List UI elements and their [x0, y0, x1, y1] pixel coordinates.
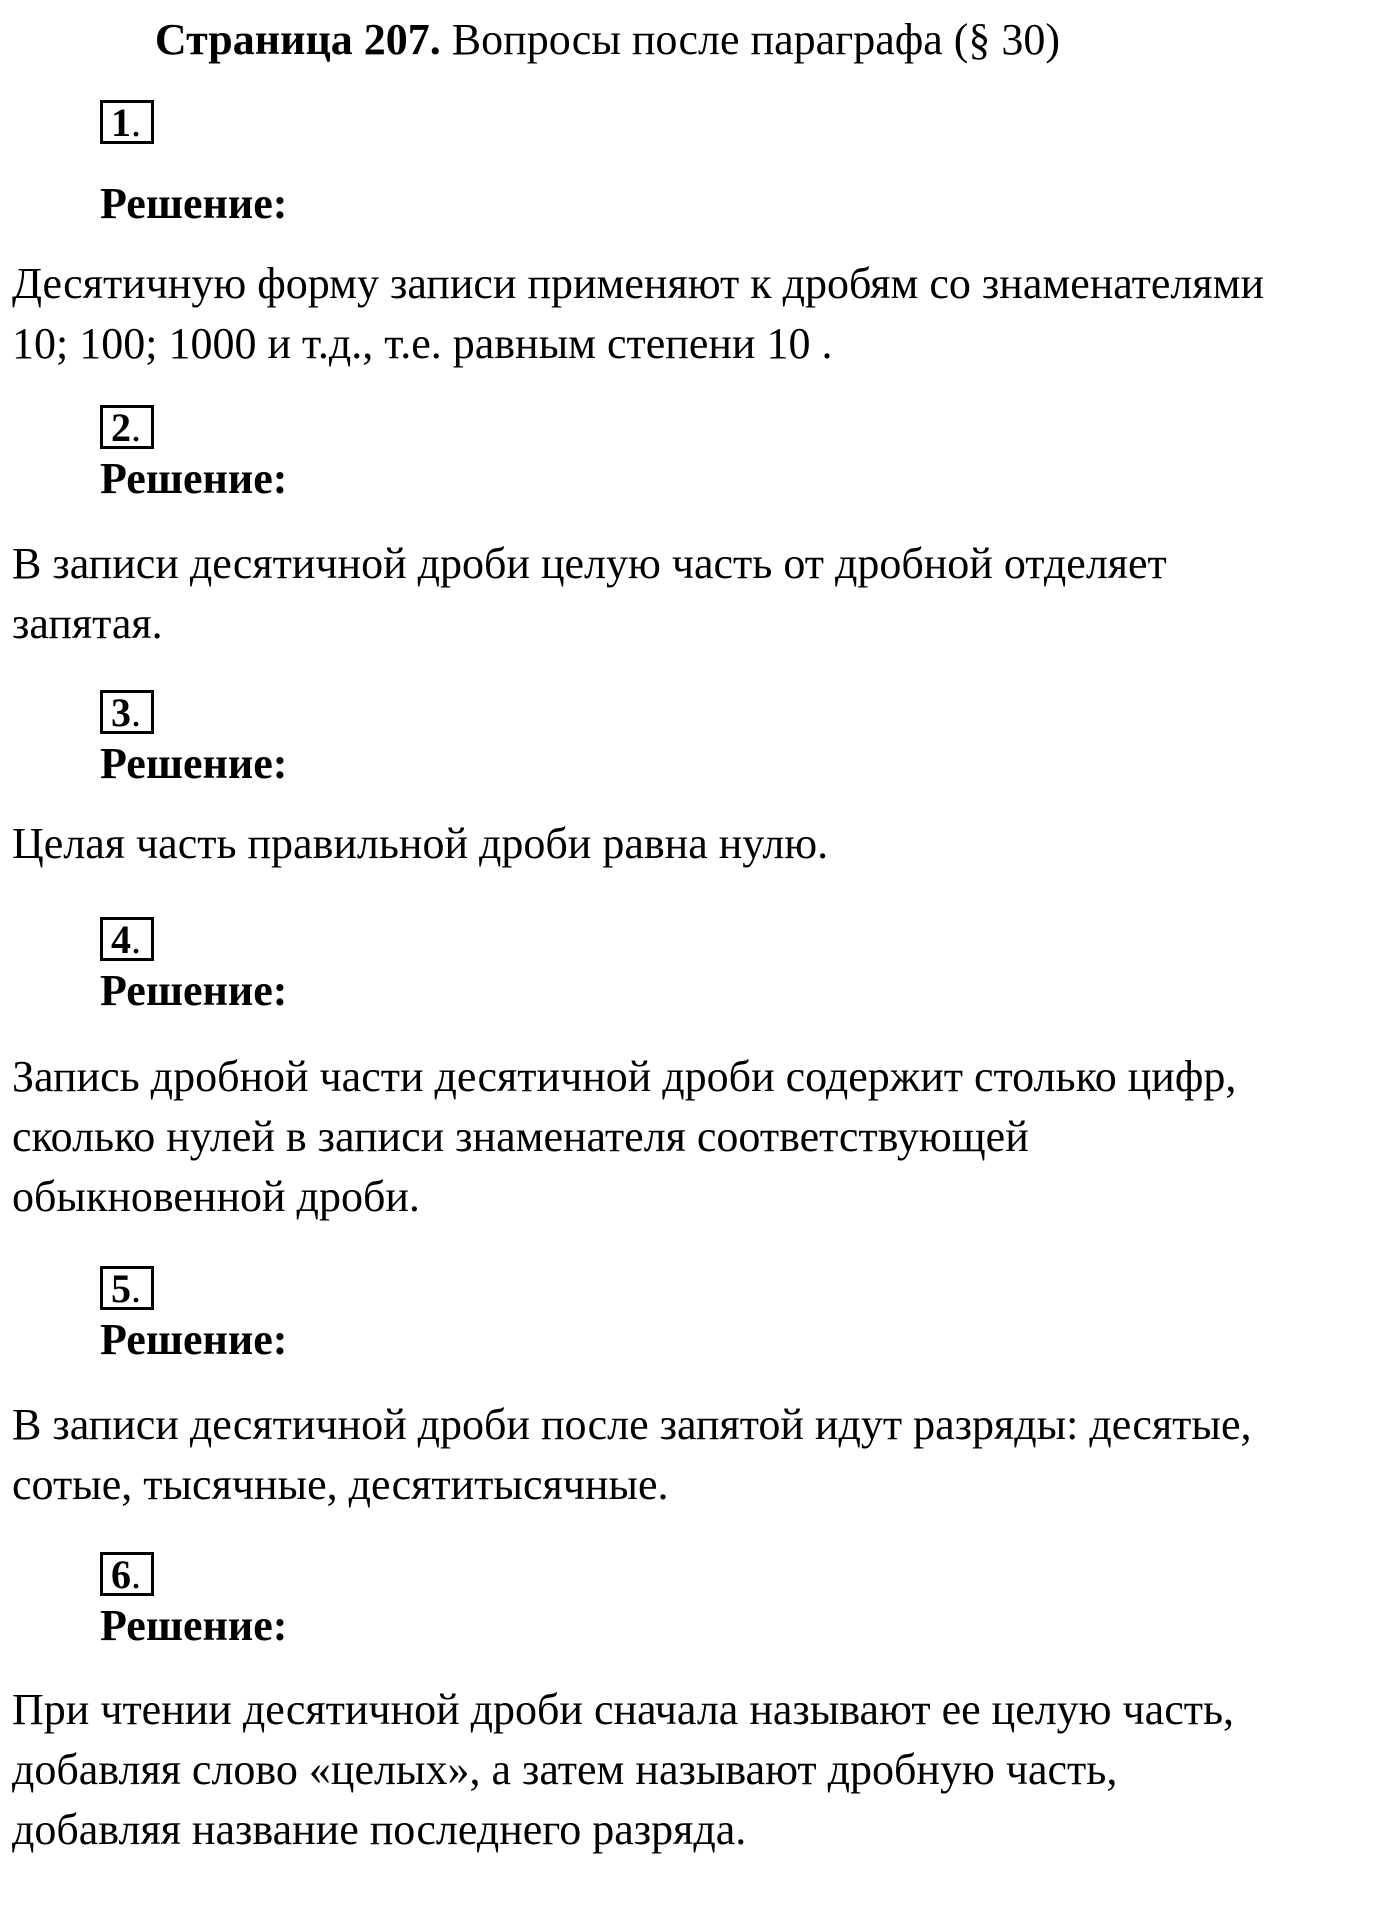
page-number-label: Страница 207. — [154, 15, 441, 64]
answer-line: В записи десятичной дроби после запятой идут разряды: десятые, — [12, 1400, 1252, 1449]
solution-label: Решение: — [100, 454, 288, 503]
answer-text — [12, 254, 1387, 374]
question-number-box: 6. — [100, 1552, 154, 1596]
answer-line: 10; 100; 1000 и т.д., т.е. равным степени 10 . — [12, 319, 833, 368]
question-number: 5 — [111, 1266, 131, 1311]
question-number: 6 — [111, 1552, 131, 1597]
answer-text — [12, 1395, 1387, 1515]
question-number-box: 2. — [100, 405, 154, 449]
answer-line: Десятичную форму записи применяют к дробям со знаменателями — [12, 259, 1265, 308]
answer-line: При чтении десятичной дроби сначала называют ее целую часть, — [12, 1685, 1235, 1734]
answer-line: сотые, тысячные, десятитысячные. — [12, 1460, 669, 1509]
page-title — [0, 12, 1215, 68]
question-number-box: 1. — [100, 100, 154, 144]
solution-label: Решение: — [100, 739, 288, 788]
answer-line: сколько нулей в записи знаменателя соответствующей — [12, 1112, 1029, 1161]
answer-line: добавляя название последнего разряда. — [12, 1805, 747, 1854]
question-number: 1 — [111, 100, 131, 145]
question-number-box: 4. — [100, 917, 154, 961]
answer-line: В записи десятичной дроби целую часть от дробной отделяет — [12, 539, 1167, 588]
solution-label: Решение: — [100, 1601, 288, 1650]
question-number: 4 — [111, 917, 131, 962]
answer-line: Запись дробной части десятичной дроби содержит столько цифр, — [12, 1052, 1237, 1101]
question-number-box: 5. — [100, 1266, 154, 1310]
solution-label: Решение: — [100, 179, 288, 228]
question-number: 2 — [111, 405, 131, 450]
question-number-box: 3. — [100, 690, 154, 734]
answer-line: добавляя слово «целых», а затем называют дробную часть, — [12, 1745, 1118, 1794]
solution-label: Решение: — [100, 966, 288, 1015]
answer-text — [12, 1047, 1387, 1227]
question-number: 3 — [111, 690, 131, 735]
answer-line: обыкновенной дроби. — [12, 1172, 420, 1221]
answer-text — [12, 534, 1387, 654]
answer-line: запятая. — [12, 599, 163, 648]
section-title: Вопросы после параграфа (§ 30) — [440, 15, 1061, 64]
answer-line: Целая часть правильной дроби равна нулю. — [12, 819, 829, 868]
solution-label: Решение: — [100, 1315, 288, 1364]
answer-text — [12, 814, 1387, 874]
answer-text — [12, 1680, 1387, 1860]
